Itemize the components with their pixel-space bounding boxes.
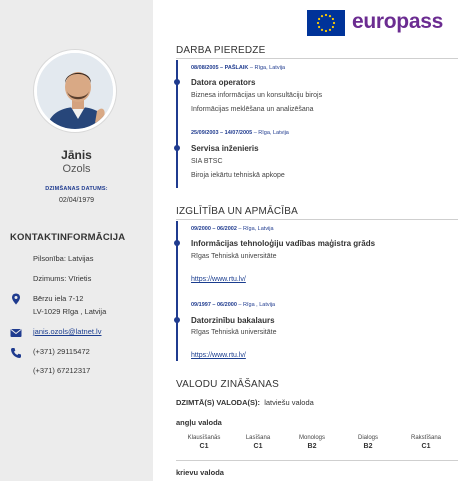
education-2-link[interactable]: https://www.rtu.lv/ bbox=[191, 352, 246, 359]
education-2-date-range: 09/1997 – 06/2000 bbox=[191, 302, 237, 308]
experience-1-date-range: 08/08/2005 – PAŠLAIK bbox=[191, 65, 249, 71]
experience-title: DARBA PIEREDZE bbox=[176, 45, 266, 56]
language-1-rule bbox=[176, 460, 458, 461]
language-2-name: krievu valoda bbox=[176, 468, 224, 477]
education-1-link[interactable]: https://www.rtu.lv/ bbox=[191, 276, 246, 283]
experience-2-employer: SIA BTSC bbox=[191, 158, 223, 165]
education-rule bbox=[176, 219, 458, 220]
experience-2-dot bbox=[174, 145, 180, 151]
gender: Dzimums: Vīrietis bbox=[33, 274, 92, 283]
education-1-date-range: 09/2000 – 06/2002 bbox=[191, 226, 237, 232]
language-1-name: angļu valoda bbox=[176, 418, 222, 427]
education-1-dates bbox=[191, 226, 274, 232]
first-name: Jānis bbox=[61, 148, 92, 162]
skill-monologue-label: Monologs bbox=[298, 435, 325, 441]
skill-writing-label: Rakstīšana bbox=[410, 435, 441, 441]
experience-1-location: – Rīga, Latvija bbox=[249, 65, 286, 71]
skill-monologue bbox=[284, 435, 340, 450]
citizenship: Pilsonība: Latvijas bbox=[33, 254, 94, 263]
skill-monologue-level: B2 bbox=[307, 443, 317, 450]
skill-writing-level: C1 bbox=[421, 443, 431, 450]
experience-2-date-range: 25/09/2003 – 14/07/2005 bbox=[191, 130, 253, 136]
education-2-degree: Datorzinību bakalaurs bbox=[191, 316, 275, 325]
experience-rule bbox=[176, 58, 458, 59]
education-1-degree: Informācijas tehnoloģiju vadības maģistra grāds bbox=[191, 239, 376, 248]
mother-tongue-label: DZIMTĀ(S) VALODA(S): bbox=[176, 398, 261, 407]
contact-title: KONTAKTINFORMĀCIJA bbox=[10, 232, 126, 243]
experience-1-role: Datora operators bbox=[191, 78, 256, 87]
education-2-dot bbox=[174, 317, 180, 323]
skill-dialogue-level: B2 bbox=[363, 443, 373, 450]
phone-1: (+371) 29115472 bbox=[33, 347, 90, 356]
mother-tongue-value: latviešu valoda bbox=[264, 398, 314, 407]
skill-listening bbox=[176, 435, 232, 450]
skill-dialogue bbox=[340, 435, 396, 450]
education-2-location: – Rīga , Latvija bbox=[238, 302, 276, 308]
experience-1-employer: Biznesa informācijas un konsultāciju birojs bbox=[191, 92, 323, 99]
experience-1-dot bbox=[174, 79, 180, 85]
phone-icon bbox=[10, 347, 22, 359]
email-link[interactable]: janis.ozols@latnet.lv bbox=[33, 327, 102, 336]
experience-2-dates bbox=[191, 130, 289, 136]
skill-writing bbox=[398, 435, 454, 450]
experience-1-dates bbox=[191, 65, 285, 71]
last-name: Ozols bbox=[62, 163, 91, 175]
education-2-dates bbox=[191, 302, 275, 308]
language-1-skills bbox=[176, 435, 458, 457]
skill-reading bbox=[230, 435, 286, 450]
eu-flag-icon bbox=[307, 10, 345, 36]
skill-reading-label: Lasīšana bbox=[245, 435, 271, 441]
education-1-dot bbox=[174, 240, 180, 246]
location-pin-icon bbox=[10, 293, 22, 305]
dob-value: 02/04/1979 bbox=[58, 197, 95, 204]
experience-2-description: Biroja iekārtu tehniskā apkope bbox=[191, 172, 285, 179]
education-2-school: Rīgas Tehniskā universitāte bbox=[191, 329, 277, 336]
languages-title: VALODU ZINĀŠANAS bbox=[176, 379, 280, 390]
experience-2-role: Servisa inženieris bbox=[191, 144, 259, 153]
address-line2: LV-1029 Rīga , Latvija bbox=[33, 307, 107, 316]
education-title: IZGLĪTĪBA UN APMĀCĪBA bbox=[176, 206, 299, 217]
experience-2-location: – Rīga, Latvija bbox=[253, 130, 289, 136]
skill-dialogue-label: Dialogs bbox=[357, 435, 378, 441]
email-icon bbox=[10, 327, 22, 339]
skill-listening-label: Klausīšanās bbox=[187, 435, 221, 441]
dob-label: DZIMŠANAS DATUMS: bbox=[45, 186, 108, 192]
profile-photo bbox=[34, 50, 116, 132]
mother-tongue bbox=[176, 398, 314, 407]
experience-1-description: Informācijas meklēšana un analizēšana bbox=[191, 106, 314, 113]
europass-logo: europass bbox=[352, 10, 443, 33]
education-1-school: Rīgas Tehniskā universitāte bbox=[191, 253, 277, 260]
skill-reading-level: C1 bbox=[253, 443, 263, 450]
skill-listening-level: C1 bbox=[199, 443, 209, 450]
education-1-location: – Rīga, Latvija bbox=[238, 226, 274, 232]
address-line1: Bērzu iela 7-12 bbox=[33, 294, 84, 303]
phone-2: (+371) 67212317 bbox=[33, 366, 91, 375]
